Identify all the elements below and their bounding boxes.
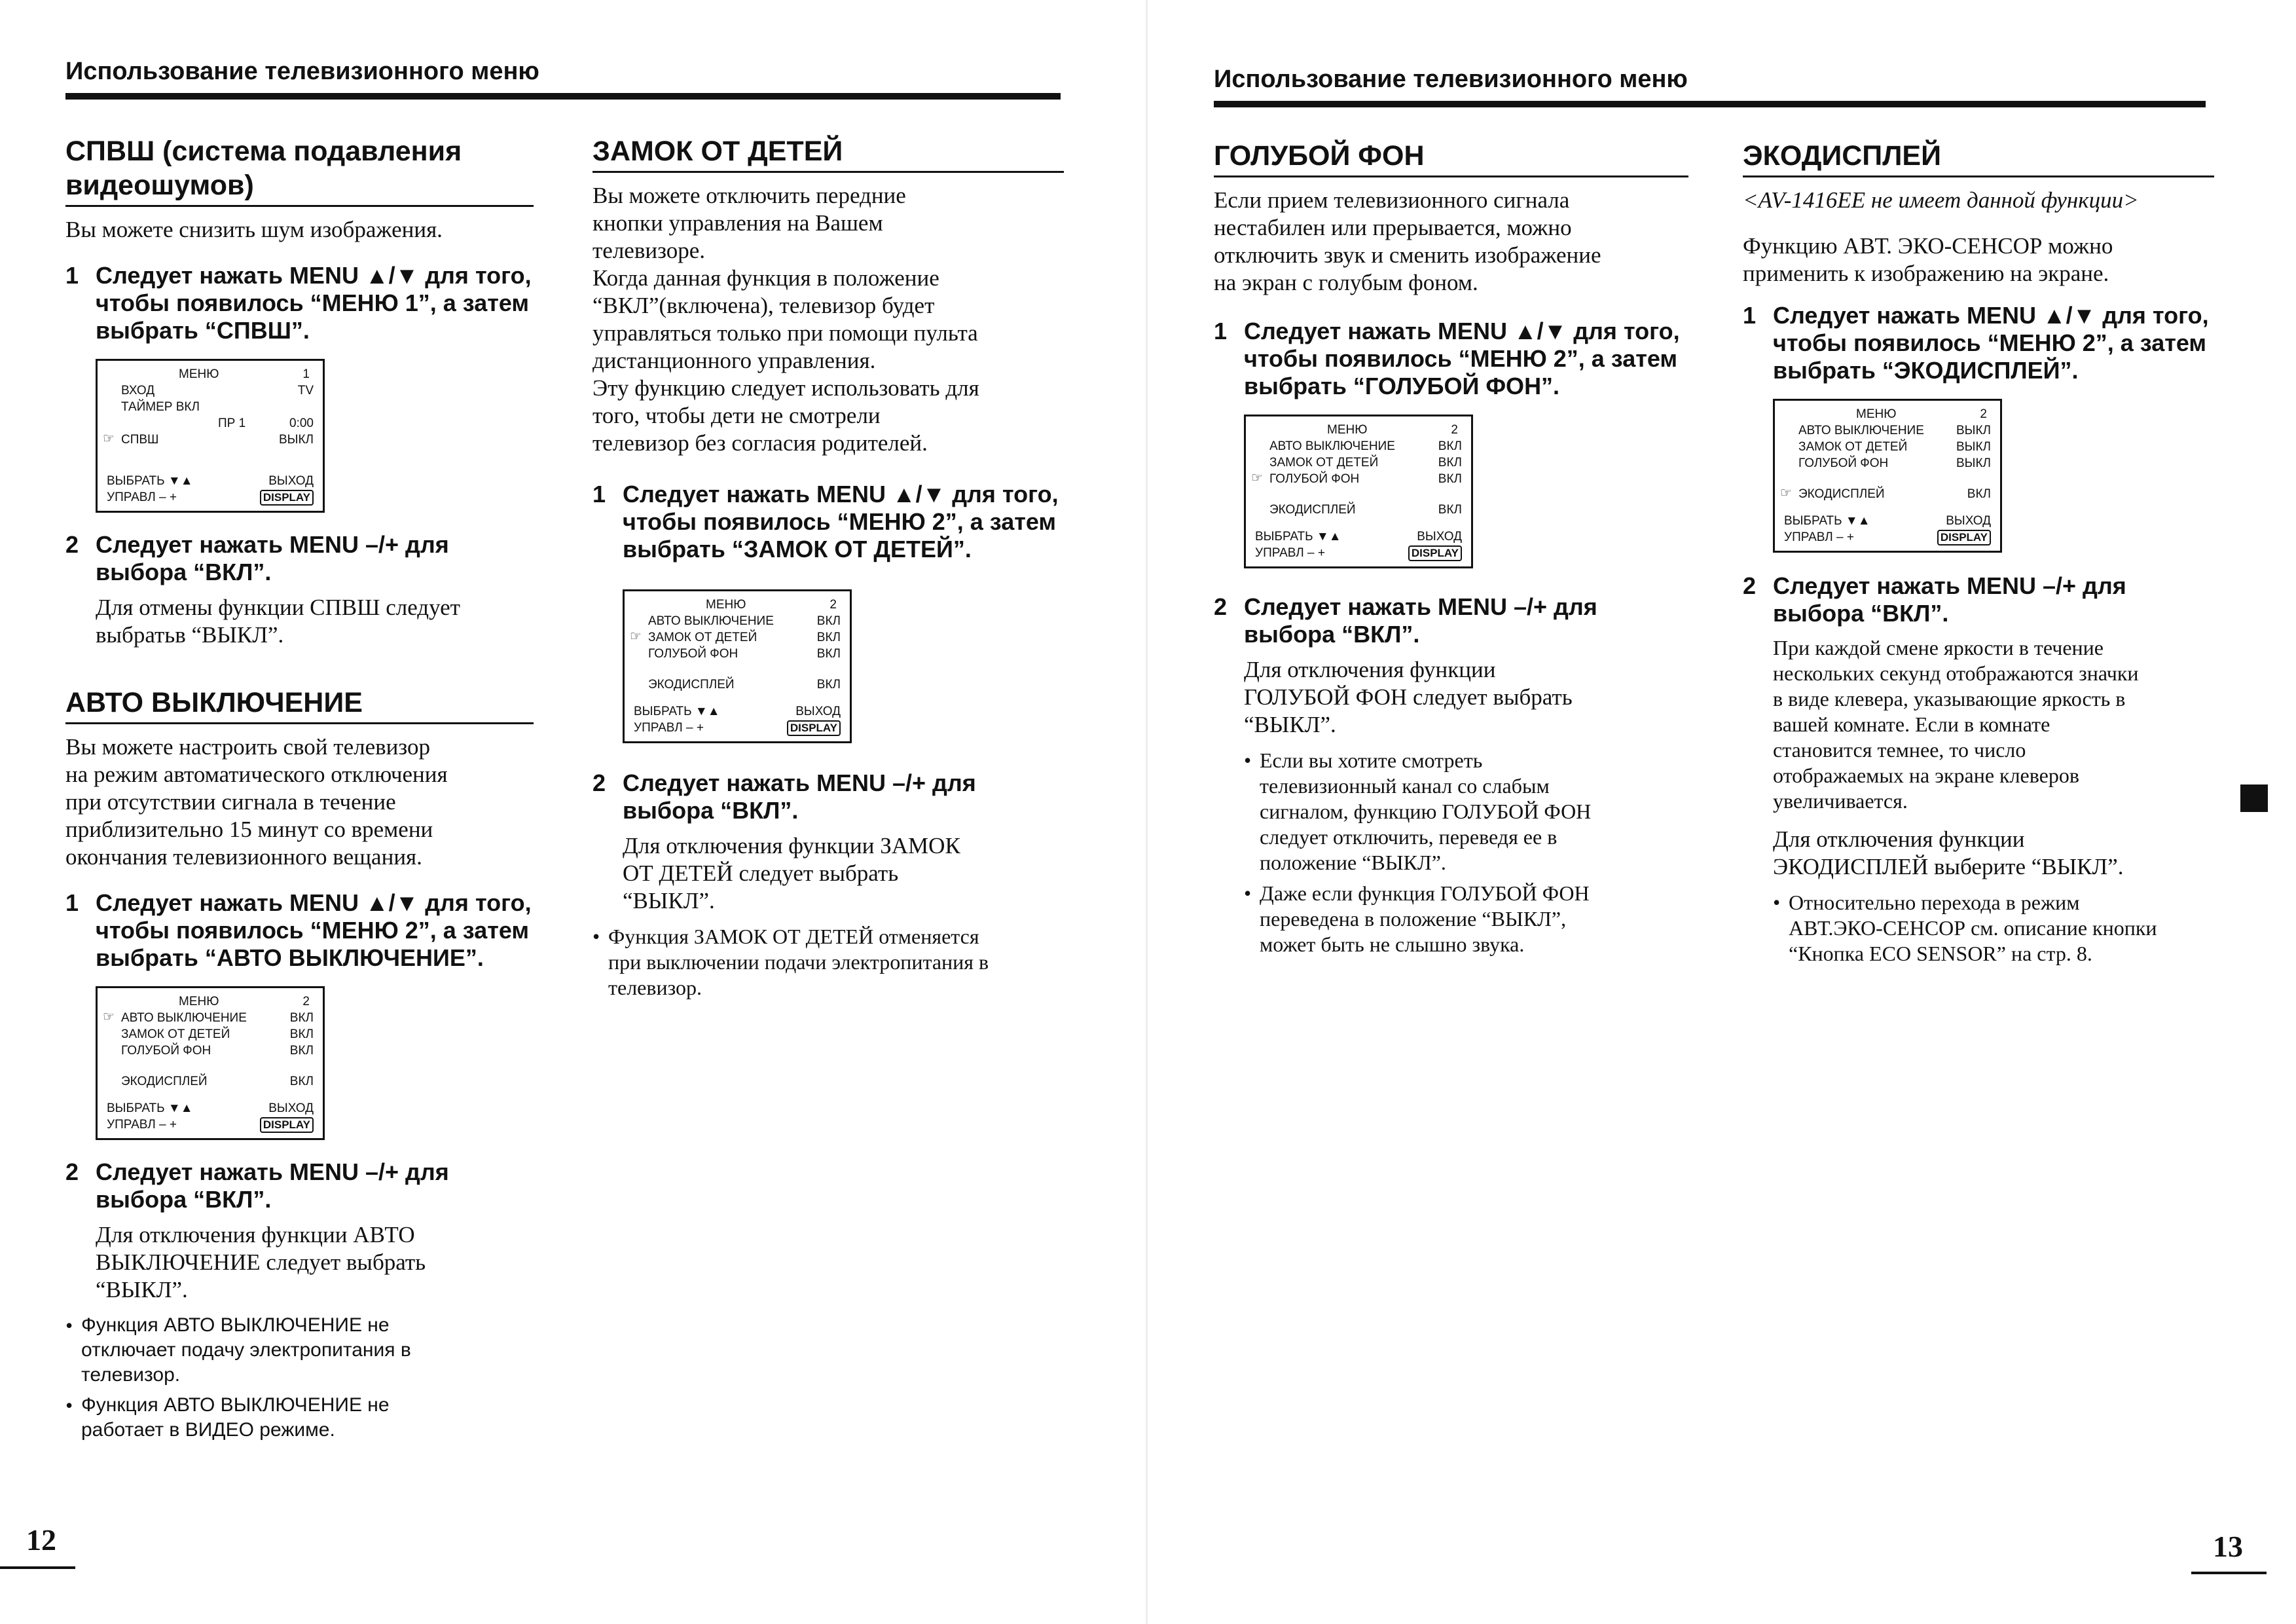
- list-item: • Функция ЗАМОК ОТ ДЕТЕЙ отменяется при выключении подачи электропитания в телевизор.: [592, 925, 989, 999]
- menu-control-hint: УПРАВЛ – +: [634, 721, 704, 735]
- section-intro: Если прием телевизионного сигнала нестабилен или прерывается, можно отключить звук и сменить изображение на экран с голубым фоном.: [1214, 187, 1601, 295]
- menu-item-label: ЗАМОК ОТ ДЕТЕЙ: [121, 1027, 230, 1041]
- tv-menu-screen: [1244, 415, 1473, 568]
- menu-item-value: ВКЛ: [816, 631, 841, 644]
- section-intro: Вы можете снизить шум изображения.: [65, 217, 443, 242]
- menu-item-label: АВТО ВЫКЛЮЧЕНИЕ: [648, 614, 774, 628]
- menu-exit-label: ВЫХОД: [1417, 530, 1462, 544]
- display-button-icon: DISPLAY: [260, 1117, 314, 1133]
- menu-control-hint: УПРАВЛ – +: [107, 490, 177, 504]
- header-rule-right: [1214, 101, 2206, 107]
- menu-item-label: ТАЙМЕР ВКЛ: [121, 400, 200, 414]
- menu-item-value: ВКЛ: [1438, 503, 1462, 517]
- menu-control-hint: УПРАВЛ – +: [107, 1118, 177, 1132]
- menu-exit-label: ВЫХОД: [795, 705, 841, 718]
- menu-item-value: ВЫКЛ: [278, 433, 314, 447]
- section-eko: [1743, 139, 2214, 967]
- menu-item-value: ВКЛ: [1438, 456, 1462, 470]
- menu-item-value: ВКЛ: [289, 1027, 314, 1041]
- display-button-icon: DISPLAY: [1408, 545, 1462, 561]
- model-note: <AV-1416EE не имеет данной функции>: [1743, 187, 2139, 213]
- step-1: [592, 481, 1064, 563]
- book-spine: [1146, 0, 1148, 1624]
- header-rule-left: [65, 93, 1061, 100]
- step-text: Следует нажать MENU –/+ для выбора “ВКЛ”.: [623, 769, 976, 824]
- menu-item-label: ЭКОДИСПЛЕЙ: [121, 1075, 208, 1088]
- note-text: Функция АВТО ВЫКЛЮЧЕНИЕ не отключает подачу электропитания в телевизор.: [81, 1314, 411, 1386]
- notes-list: [1244, 748, 1688, 957]
- section-rule: [65, 205, 534, 207]
- menu-item-value: ВЫКЛ: [1956, 440, 1991, 454]
- step-text: Следует нажать MENU ▲/▼ для того, чтобы появилось “МЕНЮ 2”, а затем выбрать “ЗАМОК ОТ ДЕТЕЙ”.: [623, 481, 1059, 563]
- menu-item-label-selected: ☞ АВТО ВЫКЛЮЧЕНИЕ: [107, 1010, 247, 1026]
- display-button-icon: DISPLAY: [1937, 530, 1991, 545]
- page-number-rule-left: [0, 1566, 75, 1569]
- section-zamok: [592, 134, 1064, 1001]
- menu-number: 2: [829, 598, 837, 612]
- tv-menu-screen: [96, 986, 325, 1140]
- menu-exit-label: ВЫХОД: [1946, 514, 1991, 528]
- menu-item-value: ВКЛ: [1438, 439, 1462, 453]
- step-note: Для отключения функции АВТО ВЫКЛЮЧЕНИЕ следует выбрать “ВЫКЛ”.: [96, 1222, 426, 1302]
- step-note: Для отключения функции ЭКОДИСПЛЕЙ выберите “ВЫКЛ”.: [1773, 826, 2124, 879]
- step-note: Для отключения функции ЗАМОК ОТ ДЕТЕЙ следует выбрать “ВЫКЛ”.: [623, 833, 960, 913]
- menu-number: 2: [302, 995, 310, 1008]
- note-text: Функция АВТО ВЫКЛЮЧЕНИЕ не работает в ВИДЕО режиме.: [81, 1394, 390, 1441]
- step-1: [1214, 318, 1688, 400]
- column-left-2: [592, 134, 1064, 1006]
- menu-title: МЕНЮ: [179, 367, 219, 381]
- menu-control-hint: УПРАВЛ – +: [1255, 546, 1325, 560]
- menu-item-value: ВКЛ: [816, 614, 841, 628]
- section-title-zamok: ЗАМОК ОТ ДЕТЕЙ: [592, 136, 843, 167]
- menu-item-value: ВКЛ: [289, 1011, 314, 1025]
- list-item: • Относительно перехода в режим АВТ.ЭКО-СЕНСОР см. описание кнопки “Кнопка ECO SENSOR” на стр. 8.: [1773, 891, 2157, 965]
- step-number: 2: [65, 531, 79, 558]
- menu-select-hint: ВЫБРАТЬ ▼▲: [1784, 514, 1870, 528]
- step-number: 1: [65, 889, 79, 916]
- step-number: 1: [1743, 302, 1757, 329]
- note-text: Функция ЗАМОК ОТ ДЕТЕЙ отменяется при выключении подачи электропитания в телевизор.: [608, 925, 989, 999]
- step-text: Следует нажать MENU ▲/▼ для того, чтобы появилось “МЕНЮ 2”, а затем выбрать “АВТО ВЫКЛЮЧЕНИЕ”.: [96, 889, 532, 971]
- menu-item-label: АВТО ВЫКЛЮЧЕНИЕ: [1269, 439, 1395, 453]
- display-button-icon: DISPLAY: [787, 720, 841, 736]
- menu-item-label: АВТО ВЫКЛЮЧЕНИЕ: [1798, 424, 1924, 437]
- step-number: 2: [1743, 572, 1757, 599]
- page-number-rule-right: [2191, 1572, 2267, 1574]
- section-intro: Вы можете отключить передние кнопки управления на Вашем телевизоре. Когда данная функция в положение “ВКЛ”(включена), телевизор будет управляться только при помощи пульта дистанционного управления. Эту функцию следует использовать для того, чтобы дети не смотрели телевизор без согласия родителей.: [592, 183, 979, 456]
- menu-select-hint: ВЫБРАТЬ ▼▲: [107, 474, 193, 488]
- step-2: [65, 1158, 534, 1213]
- note-text: Относительно перехода в режим АВТ.ЭКО-СЕНСОР см. описание кнопки “Кнопка ECO SENSOR” на стр. 8.: [1789, 891, 2157, 965]
- menu-select-hint: ВЫБРАТЬ ▼▲: [634, 705, 720, 718]
- menu-exit-label: ВЫХОД: [268, 474, 314, 488]
- menu-item-label-selected: ☞ ЗАМОК ОТ ДЕТЕЙ: [634, 629, 757, 646]
- menu-item-label: ПР 1: [218, 416, 246, 430]
- step-note: Для отключения функции ГОЛУБОЙ ФОН следует выбрать “ВЫКЛ”.: [1244, 657, 1573, 737]
- section-goluboy: [1214, 139, 1688, 957]
- notes-list: [592, 924, 1064, 1001]
- section-title-goluboy: ГОЛУБОЙ ФОН: [1214, 140, 1425, 172]
- section-rule: [1743, 175, 2214, 177]
- section-title-eko: ЭКОДИСПЛЕЙ: [1743, 140, 1941, 172]
- section-title-avto: АВТО ВЫКЛЮЧЕНИЕ: [65, 687, 363, 718]
- step-1: [65, 262, 534, 344]
- tv-menu-screen: [96, 359, 325, 513]
- step-note: Для отмены функции СПВШ следует выбратьв “ВЫКЛ”.: [96, 595, 460, 648]
- menu-item-label-selected: ☞ СПВШ: [107, 432, 158, 448]
- column-right-2: [1743, 139, 2214, 972]
- list-item: • Даже если функция ГОЛУБОЙ ФОН переведена в положение “ВЫКЛ”, может быть не слышно звука.: [1244, 881, 1590, 956]
- step-number: 1: [1214, 318, 1228, 344]
- step-2: [1743, 572, 2214, 627]
- menu-item-value: ВКЛ: [289, 1044, 314, 1058]
- note-text: Если вы хотите смотреть телевизионный канал со слабым сигналом, функцию ГОЛУБОЙ ФОН следует отключить, переведя ее в положение “ВЫКЛ”.: [1260, 748, 1592, 874]
- menu-item-label: ЭКОДИСПЛЕЙ: [648, 678, 735, 692]
- menu-item-label-selected: ☞ ГОЛУБОЙ ФОН: [1255, 471, 1359, 487]
- section-title-spvsh: СПВШ (система подавления видеошумов): [65, 136, 462, 201]
- menu-item-label: ГОЛУБОЙ ФОН: [121, 1044, 211, 1058]
- step-text: Следует нажать MENU –/+ для выбора “ВКЛ”.: [1244, 593, 1597, 648]
- page-number-left: 12: [26, 1523, 56, 1557]
- page-header-right: Использование телевизионного меню: [1214, 65, 1688, 93]
- step-number: 2: [592, 769, 606, 796]
- tv-menu-screen: [1773, 399, 2002, 553]
- page-header-left: Использование телевизионного меню: [65, 58, 539, 85]
- menu-number: 2: [1451, 423, 1458, 437]
- step-1: [65, 889, 534, 972]
- display-button-icon: DISPLAY: [260, 490, 314, 506]
- menu-number: 2: [1980, 407, 1987, 421]
- menu-number: 1: [302, 367, 310, 381]
- list-item: • Функция АВТО ВЫКЛЮЧЕНИЕ не отключает подачу электропитания в телевизор.: [65, 1313, 534, 1388]
- step-number: 1: [592, 481, 606, 507]
- notes-list: [1773, 890, 2214, 967]
- step-text: Следует нажать MENU –/+ для выбора “ВКЛ”.: [96, 1158, 449, 1213]
- menu-item-label: ЗАМОК ОТ ДЕТЕЙ: [1269, 456, 1379, 470]
- section-rule: [592, 171, 1064, 173]
- step-2: [1214, 593, 1688, 648]
- menu-item-value: ВЫКЛ: [1956, 456, 1991, 470]
- section-intro: Вы можете настроить свой телевизор на режим автоматического отключения при отсутствии сигнала в течение приблизительно 15 минут со времени окончания телевизионного вещания.: [65, 734, 448, 870]
- menu-item-value: TV: [297, 384, 314, 397]
- menu-item-label: ЗАМОК ОТ ДЕТЕЙ: [1798, 440, 1908, 454]
- menu-title: МЕНЮ: [1856, 407, 1897, 421]
- step-text: Следует нажать MENU ▲/▼ для того, чтобы появилось “МЕНЮ 2”, а затем выбрать “ГОЛУБОЙ ФОН”.: [1244, 318, 1680, 399]
- note-text: Даже если функция ГОЛУБОЙ ФОН переведена в положение “ВЫКЛ”, может быть не слышно звука.: [1260, 881, 1590, 956]
- notes-list: [65, 1313, 534, 1443]
- step-text: Следует нажать MENU –/+ для выбора “ВКЛ”.: [1773, 572, 2126, 627]
- menu-item-value: ВКЛ: [816, 647, 841, 661]
- menu-item-label: ЭКОДИСПЛЕЙ: [1269, 503, 1356, 517]
- step-text: Следует нажать MENU –/+ для выбора “ВКЛ”.: [96, 531, 449, 585]
- section-tab-marker: [2240, 784, 2268, 812]
- step-text: Следует нажать MENU ▲/▼ для того, чтобы появилось “МЕНЮ 1”, а затем выбрать “СПВШ”.: [96, 262, 532, 344]
- step-number: 2: [65, 1158, 79, 1185]
- page-number-right: 13: [2213, 1530, 2243, 1563]
- page-13: [1154, 0, 2296, 1624]
- list-item: • Если вы хотите смотреть телевизионный канал со слабым сигналом, функцию ГОЛУБОЙ ФОН следует отключить, переведя ее в положение “ВЫКЛ”.: [1244, 748, 1592, 874]
- menu-exit-label: ВЫХОД: [268, 1101, 314, 1115]
- menu-select-hint: ВЫБРАТЬ ▼▲: [107, 1101, 193, 1115]
- step-2: [65, 531, 534, 586]
- menu-item-value: 0:00: [289, 416, 314, 430]
- menu-item-label: ГОЛУБОЙ ФОН: [648, 647, 738, 661]
- menu-item-label: ВХОД: [121, 384, 155, 397]
- menu-item-value: ВКЛ: [289, 1075, 314, 1088]
- menu-select-hint: ВЫБРАТЬ ▼▲: [1255, 530, 1341, 544]
- menu-title: МЕНЮ: [179, 995, 219, 1008]
- menu-item-label-selected: ☞ ЭКОДИСПЛЕЙ: [1784, 486, 1885, 502]
- column-right-1: [1214, 139, 1688, 963]
- step-number: 1: [65, 262, 79, 289]
- step-number: 2: [1214, 593, 1228, 620]
- list-item: • Функция АВТО ВЫКЛЮЧЕНИЕ не работает в ВИДЕО режиме.: [65, 1393, 534, 1443]
- menu-title: МЕНЮ: [1327, 423, 1368, 437]
- menu-item-value: ВЫКЛ: [1956, 424, 1991, 437]
- menu-item-value: ВКЛ: [1438, 472, 1462, 486]
- step-text: Следует нажать MENU ▲/▼ для того, чтобы появилось “МЕНЮ 2”, а затем выбрать “ЭКОДИСПЛЕЙ”.: [1773, 302, 2209, 384]
- step-1: [1743, 302, 2214, 384]
- section-spvsh: [65, 134, 534, 649]
- step-2: [592, 769, 1064, 824]
- section-intro: Функцию АВТ. ЭКО-СЕНСОР можно применить к изображению на экране.: [1743, 233, 2113, 286]
- tv-menu-screen: [623, 589, 852, 743]
- section-rule: [1214, 175, 1688, 177]
- menu-title: МЕНЮ: [706, 598, 746, 612]
- section-avto: [65, 686, 534, 1443]
- menu-item-value: ВКЛ: [816, 678, 841, 692]
- menu-control-hint: УПРАВЛ – +: [1784, 530, 1854, 544]
- page-12: [0, 0, 1142, 1624]
- column-left-1: [65, 134, 534, 1448]
- section-rule: [65, 722, 534, 724]
- step-description: При каждой смене яркости в течение нескольких секунд отображаются значки в виде клевера, указывающие яркость в вашей комнате. Если в комнате становится темнее, то число отображаемых на экране клеверов увеличивается.: [1773, 636, 2139, 813]
- menu-item-value: ВКЛ: [1967, 487, 1991, 501]
- menu-item-label: ГОЛУБОЙ ФОН: [1798, 456, 1889, 470]
